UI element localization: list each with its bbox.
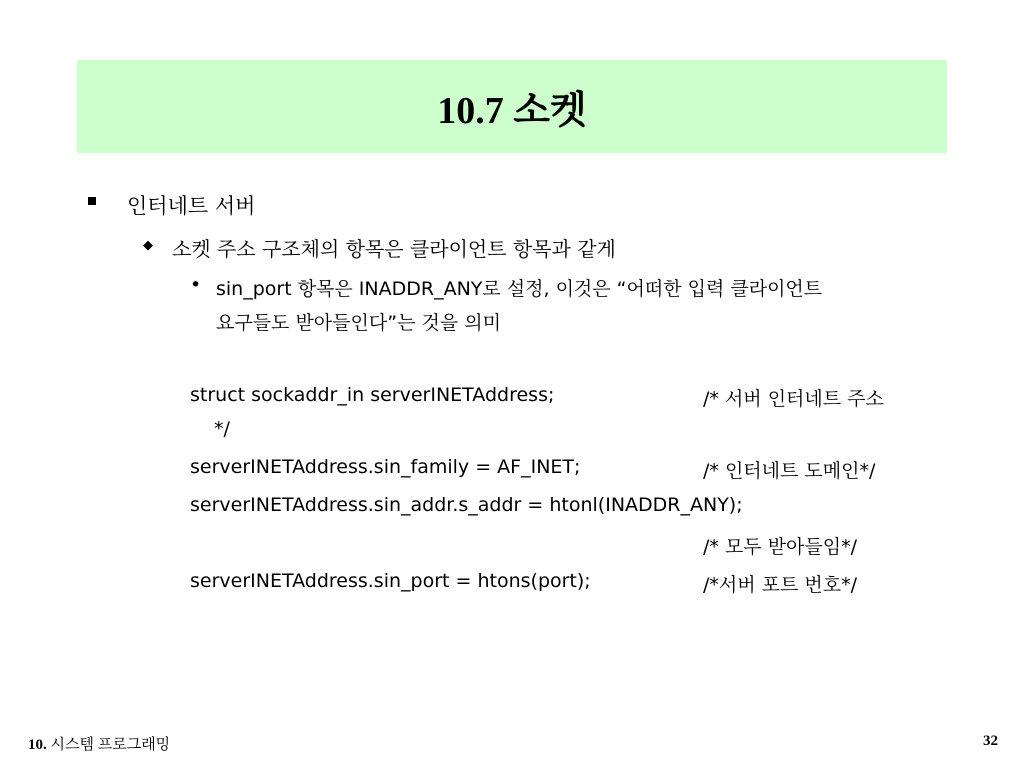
page-number: 32 <box>983 733 998 749</box>
square-bullet-icon <box>88 197 96 205</box>
code-line-5: serverINETAddress.sin_port = htons(port); <box>190 570 591 592</box>
code-comment-2: /* 인터네트 도메인*/ <box>703 460 876 482</box>
code-line-3: serverINETAddress.sin_addr.s_addr = htonl(INADDR_ANY); <box>190 494 743 516</box>
bullet-level3-text-line1: sin_port 항목은 INADDR_ANY로 설정, 이것은 “어떠한 입력 클라이언트 <box>216 278 823 300</box>
code-comment-1-wrap: */ <box>214 418 230 440</box>
footer-chapter-number: 10. <box>28 737 47 753</box>
bullet-level2-text: 소켓 주소 구조체의 항목은 클라이언트 항목과 같게 <box>172 237 616 261</box>
bullet-level1-text: 인터네트 서버 <box>127 194 256 218</box>
diamond-bullet-icon: ◆ <box>143 238 153 253</box>
slide-title: 10.7 소켓 <box>437 90 587 132</box>
title-banner <box>77 60 947 153</box>
footer-chapter-title: 시스템 프로그래밍 <box>50 737 171 753</box>
code-comment-5: /*서버 포트 번호*/ <box>703 574 858 596</box>
code-line-2: serverINETAddress.sin_family = AF_INET; <box>190 456 581 478</box>
dot-bullet-icon: • <box>190 274 202 296</box>
footer-chapter <box>28 733 170 754</box>
bullet-level3-text-line2: 요구들도 받아들인다”는 것을 의미 <box>216 312 501 334</box>
code-comment-4: /* 모두 받아들임*/ <box>703 536 858 558</box>
code-comment-1: /* 서버 인터네트 주소 <box>703 388 884 410</box>
code-line-1: struct sockaddr_in serverINETAddress; <box>190 384 555 406</box>
